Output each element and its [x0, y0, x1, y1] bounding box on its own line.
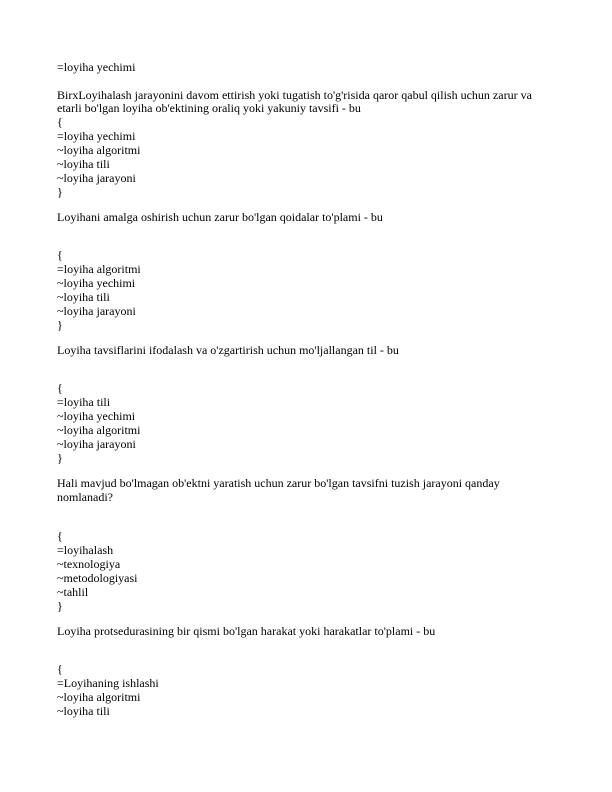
question-4-option-4: ~tahlil — [57, 585, 89, 599]
question-4-line-1: Hali mavjud bo'lmagan ob'ektni yaratish uchun zarur bo'lgan tavsifni tuzish jarayoni qanday — [57, 476, 500, 490]
question-5-option-2: ~loyiha algoritmi — [57, 690, 141, 704]
question-4-option-2: ~texnologiya — [57, 557, 121, 571]
question-5-line-1: Loyiha protsedurasining bir qismi bo'lgan harakat yoki harakatlar to'plami - bu — [57, 624, 436, 638]
question-1-option-4: ~loyiha jarayoni — [57, 171, 136, 185]
question-3-option-1: =loyiha tili — [57, 395, 111, 409]
question-4-open-brace: { — [57, 529, 63, 543]
question-2-line-1: Loyihani amalga oshirish uchun zarur bo'lgan qoidalar to'plami - bu — [57, 210, 383, 224]
question-3-option-2: ~loyiha yechimi — [57, 409, 136, 423]
question-1-line-1: BirxLoyihalash jarayonini davom ettirish yoki tugatish to'g'risida qaror qabul qilish uchun zarur va — [57, 88, 532, 102]
question-3-option-4: ~loyiha jarayoni — [57, 437, 136, 451]
question-1-option-3: ~loyiha tili — [57, 157, 110, 171]
question-5-option-1: =Loyihaning ishlashi — [57, 676, 159, 690]
question-5-open-brace: { — [57, 662, 63, 676]
question-4-close-brace: } — [57, 599, 63, 613]
question-1-option-1: =loyiha yechimi — [57, 129, 136, 143]
question-2-close-brace: } — [57, 318, 63, 332]
question-1-open-brace: { — [57, 115, 63, 129]
top-answer: =loyiha yechimi — [57, 60, 136, 74]
question-1-close-brace: } — [57, 185, 63, 199]
question-2-option-1: =loyiha algoritmi — [57, 262, 141, 276]
question-3-line-1: Loyiha tavsiflarini ifodalash va o'zgartirish uchun mo'ljallangan til - bu — [57, 343, 399, 357]
question-1-option-2: ~loyiha algoritmi — [57, 143, 141, 157]
question-3-option-3: ~loyiha algoritmi — [57, 423, 141, 437]
question-4-option-1: =loyihalash — [57, 543, 114, 557]
question-3-open-brace: { — [57, 381, 63, 395]
question-2-open-brace: { — [57, 248, 63, 262]
question-2-option-3: ~loyiha tili — [57, 290, 110, 304]
question-5-option-3: ~loyiha tili — [57, 704, 110, 718]
question-1-line-2: etarli bo'lgan loyiha ob'ektining oraliq yoki yakuniy tavsifi - bu — [57, 101, 361, 115]
question-3-close-brace: } — [57, 451, 63, 465]
question-2-option-2: ~loyiha yechimi — [57, 276, 136, 290]
question-4-option-3: ~metodologiyasi — [57, 571, 138, 585]
question-2-option-4: ~loyiha jarayoni — [57, 304, 136, 318]
question-4-line-2: nomlanadi? — [57, 490, 113, 504]
